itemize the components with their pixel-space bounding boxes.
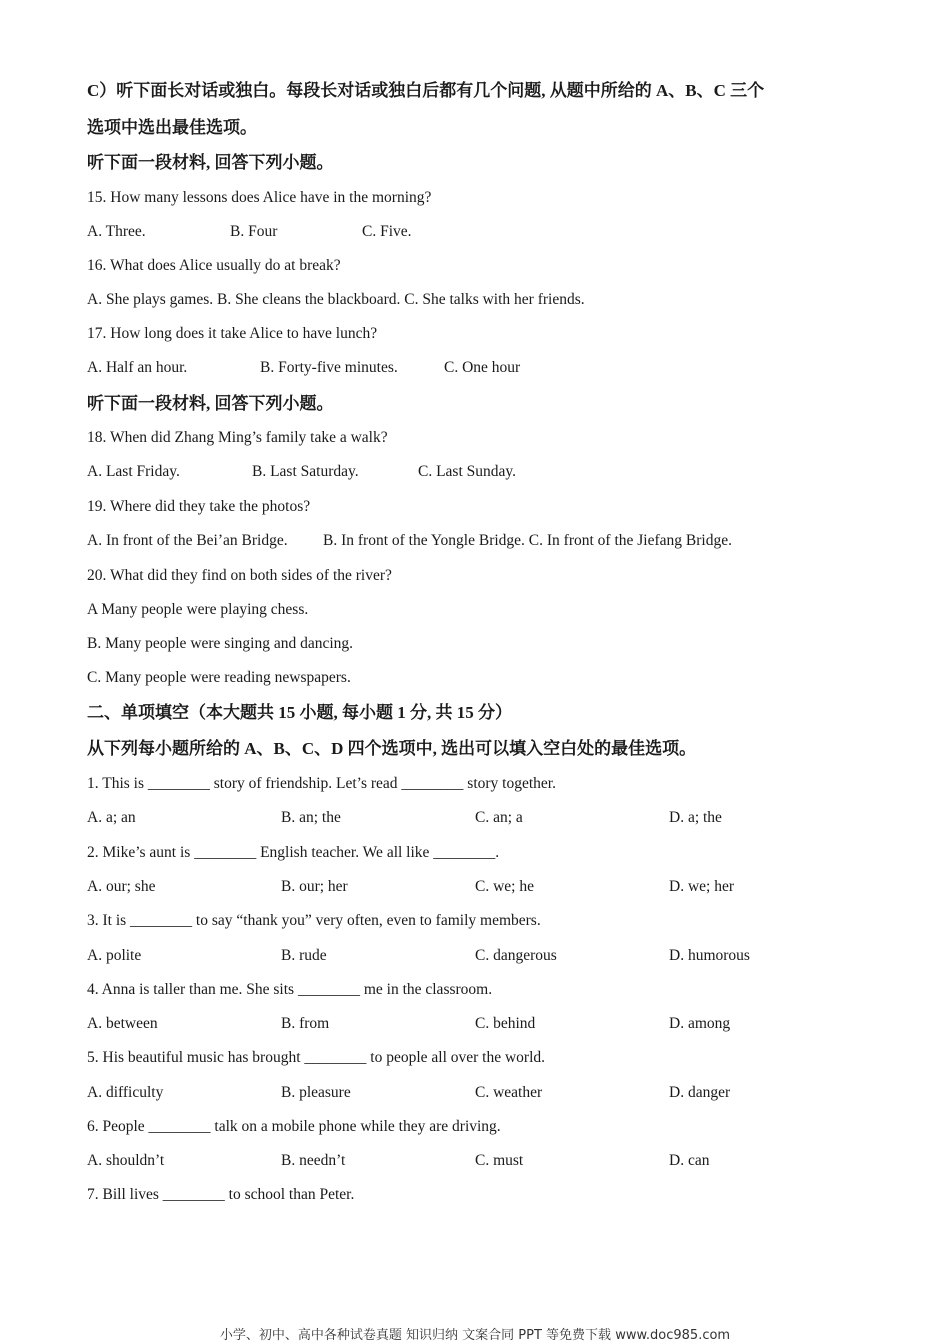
mc-question-1-options [0, 808, 950, 828]
option: D. can [669, 1152, 710, 1169]
section-c-heading-line2: 选项中选出最佳选项。 [87, 118, 257, 137]
mc-question-2: 2. Mike’s aunt is ________ English teacher. We all like ________. [87, 844, 500, 861]
option: B. from [281, 1015, 330, 1032]
question-18: 18. When did Zhang Ming’s family take a walk? [87, 429, 388, 446]
option: A. Three. [87, 223, 146, 240]
question-20-option-b: B. Many people were singing and dancing. [87, 635, 354, 652]
mc-question-1: 1. This is ________ story of friendship. Let’s read ________ story together. [87, 775, 556, 792]
mc-question-6: 6. People ________ talk on a mobile phone while they are driving. [87, 1118, 501, 1135]
question-17: 17. How long does it take Alice to have lunch? [87, 325, 378, 342]
page-footer: 小学、初中、高中各种试卷真题 知识归纳 文案合同 PPT 等免费下载 www.doc985.com [219, 1328, 731, 1343]
section-2-instruction: 从下列每小题所给的 A、B、C、D 四个选项中, 选出可以填入空白处的最佳选项。 [87, 739, 697, 758]
mc-question-2-options [0, 877, 950, 897]
material2-heading: 听下面一段材料, 回答下列小题。 [87, 394, 334, 413]
question-15-options [0, 222, 950, 242]
mc-question-6-options [0, 1151, 950, 1171]
option: B. needn’t [281, 1152, 346, 1169]
option: B. pleasure [281, 1084, 351, 1101]
option: A. difficulty [87, 1084, 164, 1101]
option: A. Last Friday. [87, 463, 180, 480]
option: C. weather [475, 1084, 543, 1101]
option: D. among [669, 1015, 731, 1032]
option: C. behind [475, 1015, 536, 1032]
mc-question-5: 5. His beautiful music has brought ________ to people all over the world. [87, 1049, 546, 1066]
option: D. humorous [669, 947, 750, 964]
option: B. In front of the Yongle Bridge. C. In front of the Jiefang Bridge. [323, 532, 732, 549]
option: C. Last Sunday. [418, 463, 517, 480]
option: A. shouldn’t [87, 1152, 165, 1169]
option: C. we; he [475, 878, 534, 895]
option: C. an; a [475, 809, 523, 826]
option: C. dangerous [475, 947, 557, 964]
mc-question-3-options [0, 946, 950, 966]
option: B. rude [281, 947, 327, 964]
question-16: 16. What does Alice usually do at break? [87, 257, 341, 274]
mc-question-5-options [0, 1083, 950, 1103]
mc-question-4-options [0, 1014, 950, 1034]
option: D. danger [669, 1084, 731, 1101]
mc-question-7: 7. Bill lives ________ to school than Peter. [87, 1186, 355, 1203]
section-2-heading: 二、单项填空（本大题共 15 小题, 每小题 1 分, 共 15 分） [87, 703, 512, 722]
question-15: 15. How many lessons does Alice have in the morning? [87, 189, 432, 206]
option: C. Five. [362, 223, 412, 240]
option: D. a; the [669, 809, 722, 826]
question-20-option-c: C. Many people were reading newspapers. [87, 669, 351, 686]
question-19: 19. Where did they take the photos? [87, 498, 311, 515]
option: B. our; her [281, 878, 348, 895]
material1-heading: 听下面一段材料, 回答下列小题。 [87, 153, 334, 172]
mc-question-3: 3. It is ________ to say “thank you” very often, even to family members. [87, 912, 541, 929]
question-17-options [0, 358, 950, 378]
question-19-options [0, 531, 950, 551]
option: A. a; an [87, 809, 136, 826]
option: B. Forty-five minutes. [260, 359, 398, 376]
option: B. Last Saturday. [252, 463, 359, 480]
option: C. One hour [444, 359, 521, 376]
option: A. between [87, 1015, 158, 1032]
question-16-options: A. She plays games. B. She cleans the blackboard. C. She talks with her friends. [87, 291, 585, 308]
question-18-options [0, 462, 950, 482]
option: A. polite [87, 947, 142, 964]
mc-question-4: 4. Anna is taller than me. She sits ________ me in the classroom. [87, 981, 493, 998]
question-20-option-a: A Many people were playing chess. [87, 601, 309, 618]
option: D. we; her [669, 878, 734, 895]
option: A. our; she [87, 878, 156, 895]
option: B. an; the [281, 809, 341, 826]
option: A. In front of the Bei’an Bridge. [87, 532, 288, 549]
question-20: 20. What did they find on both sides of the river? [87, 567, 392, 584]
option: B. Four [230, 223, 278, 240]
option: A. Half an hour. [87, 359, 188, 376]
option: C. must [475, 1152, 524, 1169]
section-c-heading-line1: C）听下面长对话或独白。每段长对话或独白后都有几个问题, 从题中所给的 A、B、C 三个 [87, 81, 765, 100]
